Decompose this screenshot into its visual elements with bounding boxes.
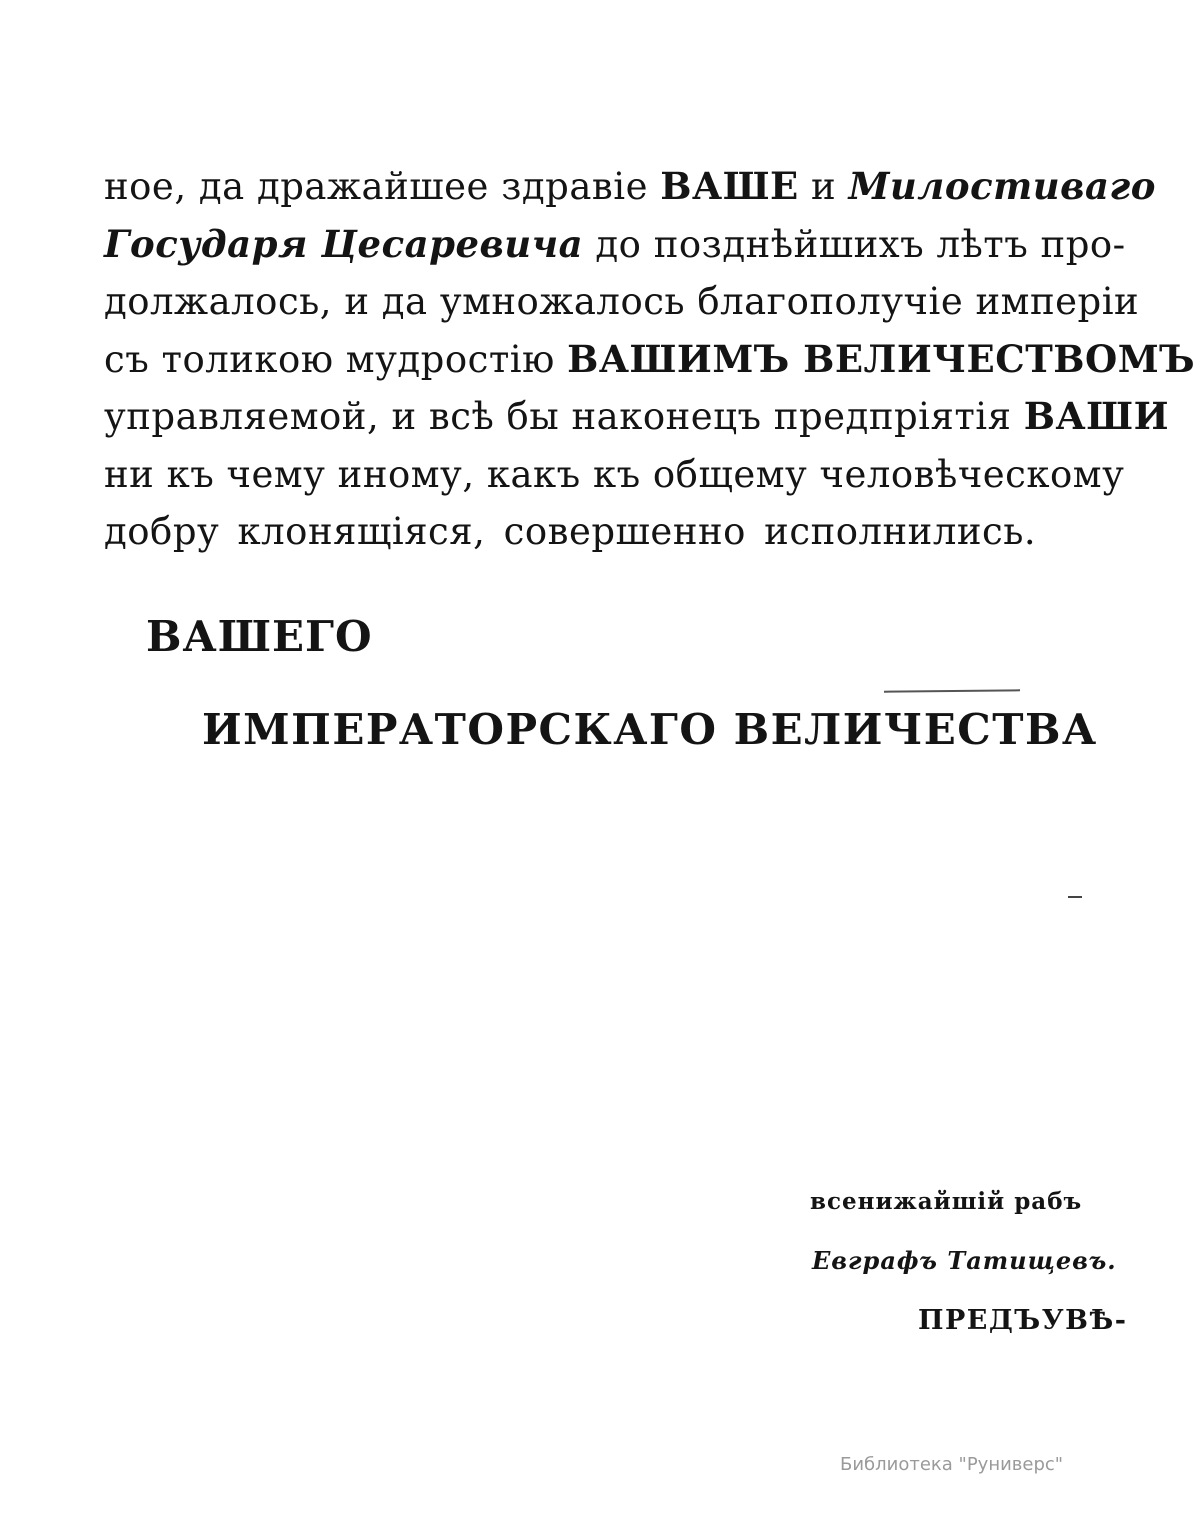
closing-heading-2: ИМПЕРАТОРСКАГО ВЕЛИЧЕСТВА [202, 705, 1098, 754]
signature-name: Евграфъ Татищевъ. [812, 1246, 1117, 1275]
text-run: ни къ чему иному, какъ къ общему человѣческому [104, 452, 1125, 496]
text-line-6 [104, 446, 1125, 504]
catchword: ПРЕДЪУВѢ- [918, 1305, 1128, 1336]
text-line-4 [104, 331, 1196, 389]
text-run: управляемой, и всѣ бы наконецъ предпріятія [104, 395, 1024, 438]
body-paragraph [104, 158, 1196, 561]
text-run: ное, да дражайшее здравіе [104, 165, 661, 208]
text-line-3 [104, 273, 1140, 331]
text-run: съ толикою мудростію [104, 337, 568, 381]
text-run-italic: Милостиваго [848, 164, 1156, 208]
text-line-7 [104, 503, 1094, 561]
text-line-2 [104, 216, 1126, 274]
text-run-bold: ВАШИМЪ ВЕЛИЧЕСТВОМЪ [567, 336, 1196, 381]
text-run-bold: ВАШИ [1023, 394, 1170, 438]
print-mark [1068, 896, 1082, 898]
text-line-1 [104, 158, 1156, 216]
signature-servant-line: всенижайшій рабъ [810, 1188, 1083, 1215]
text-line-5 [104, 388, 1170, 446]
text-run: добру клонящіяся, совершенно исполнились. [104, 510, 1037, 553]
text-run: должалось, и да умножалось благополучіе имперіи [104, 280, 1140, 323]
print-mark [884, 689, 1020, 692]
text-run: до позднѣйшихъ лѣтъ про- [583, 222, 1126, 266]
library-watermark: Библиотека "Руниверс" [840, 1454, 1064, 1475]
text-run: и [798, 165, 849, 208]
text-run-italic: Государя Цесаревича [104, 221, 584, 266]
text-run-bold: ВАШЕ [660, 164, 799, 208]
closing-heading-1: ВАШЕГО [146, 612, 373, 661]
